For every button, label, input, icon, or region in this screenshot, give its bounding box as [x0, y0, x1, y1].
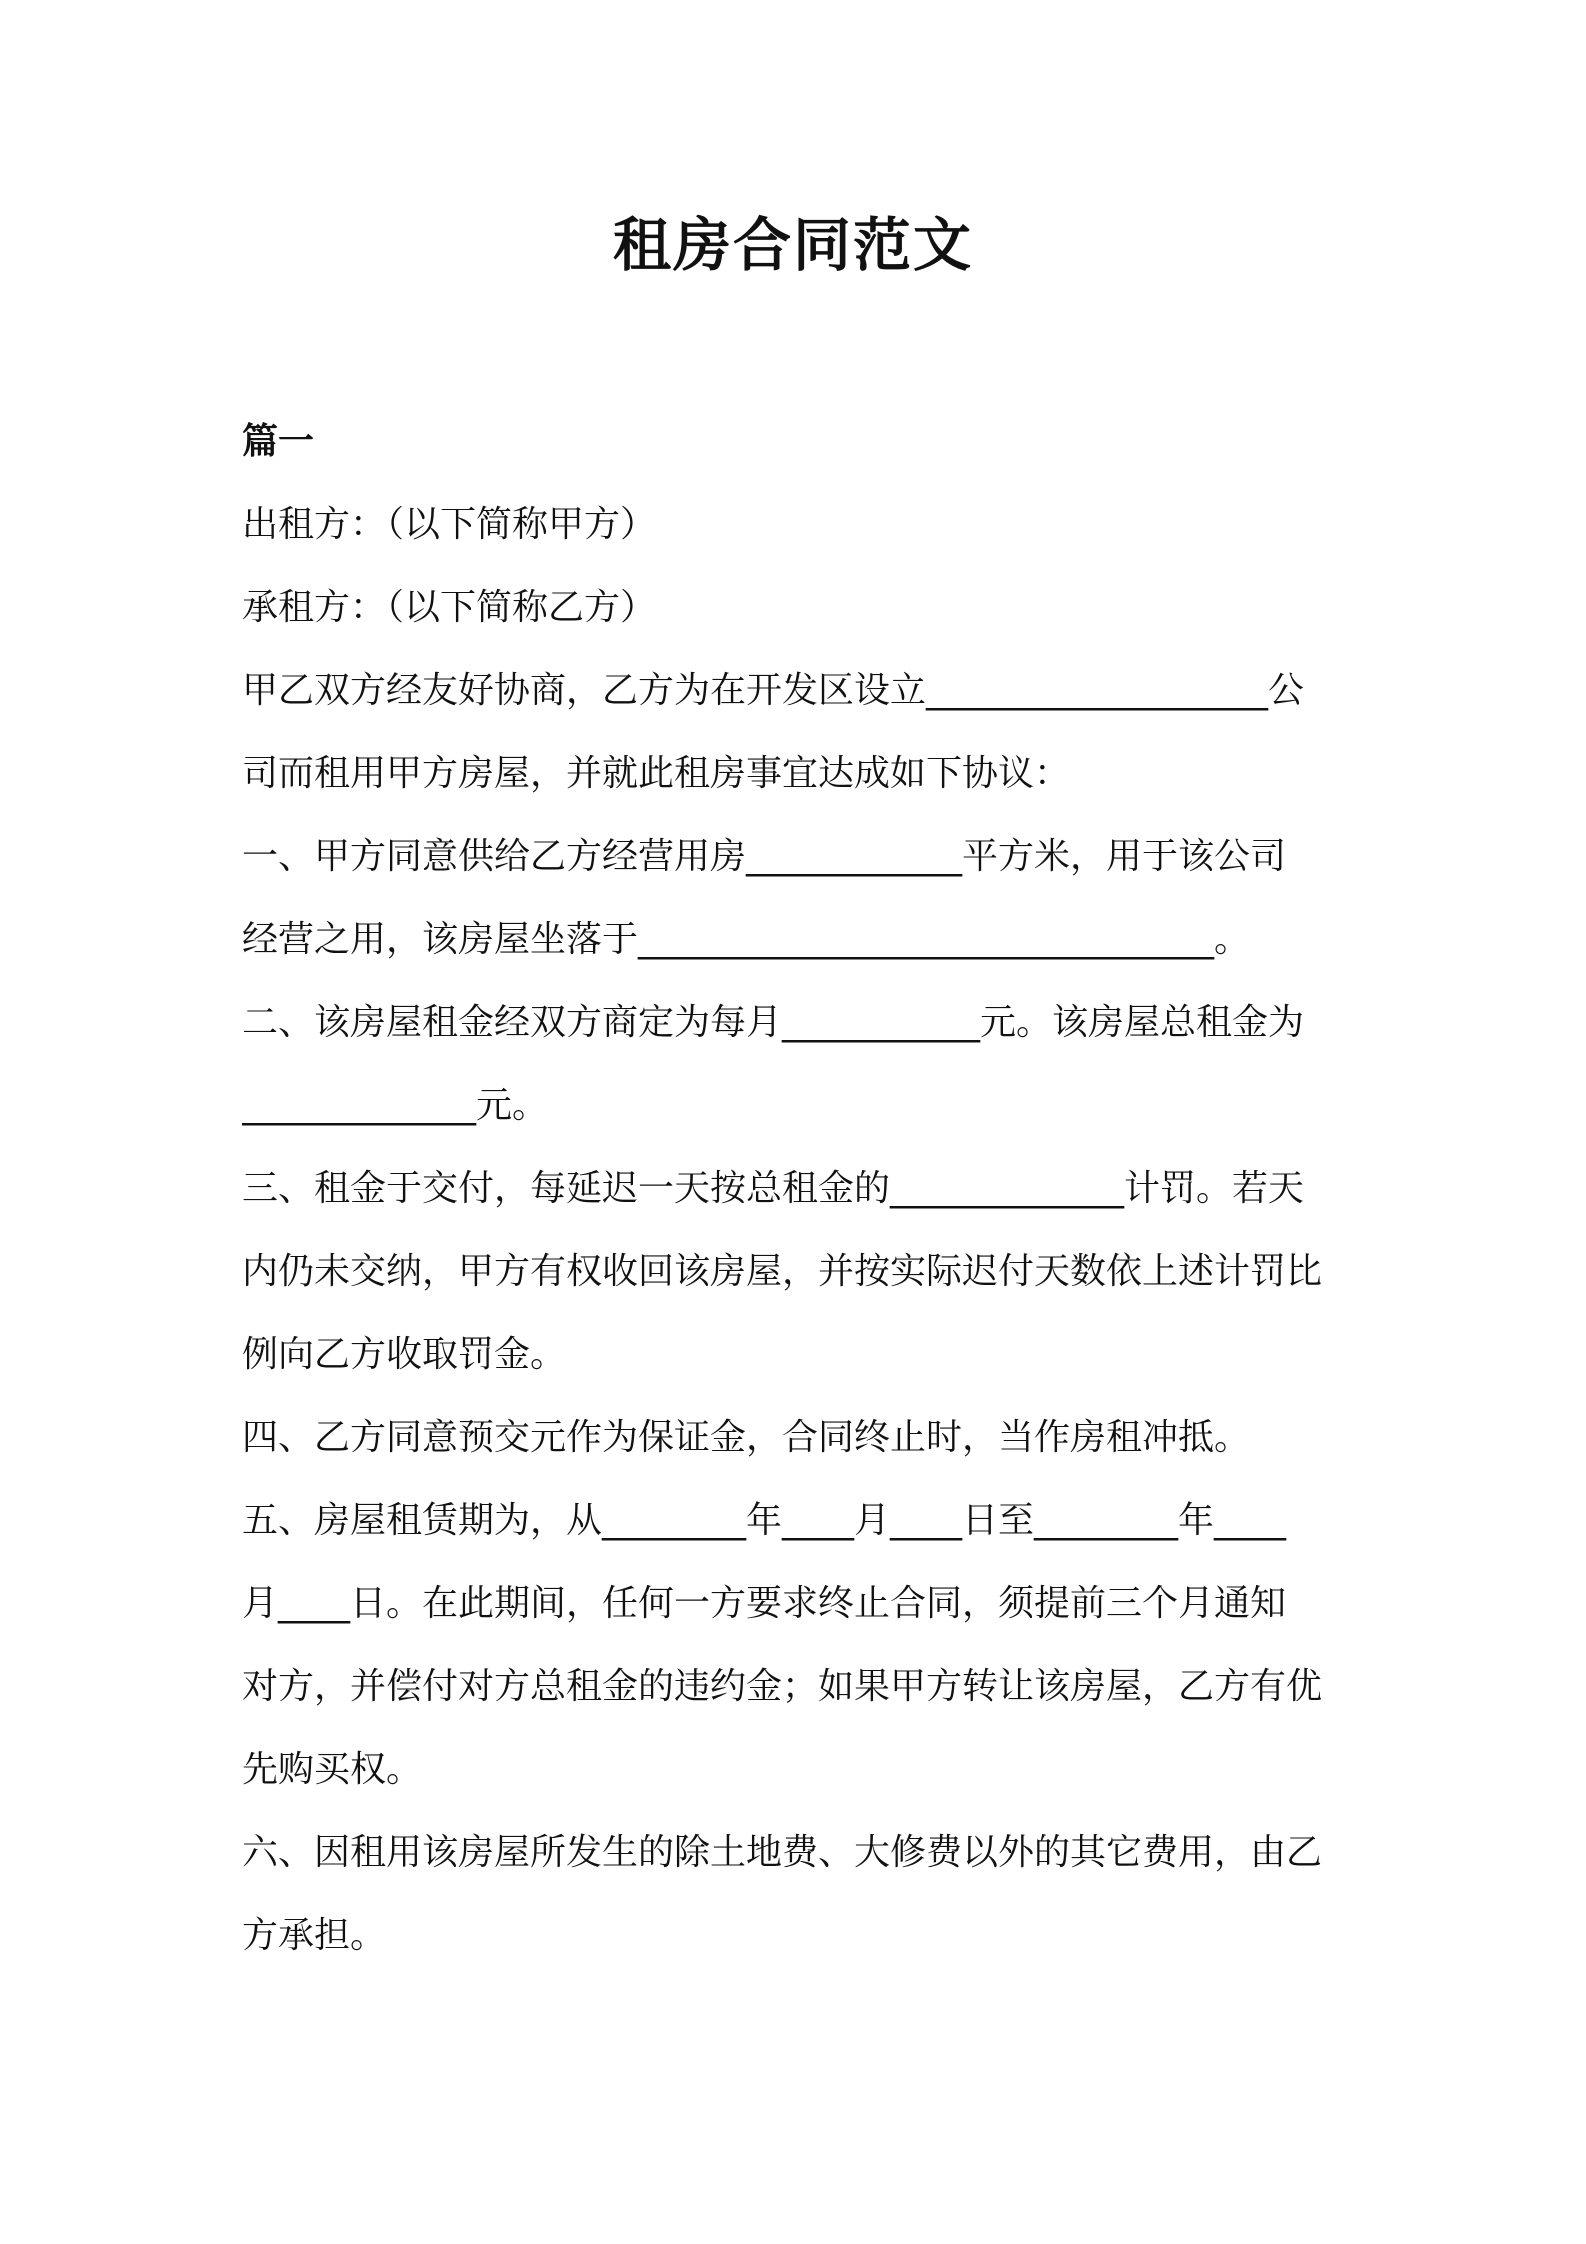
lessor-line: 出租方：（以下简称甲方） — [242, 504, 657, 545]
clause-2-line-2: _____________元。 — [242, 1085, 549, 1126]
clause-6-line-2: 方承担。 — [242, 1915, 387, 1956]
lessee-line: 承租方：（以下简称乙方） — [242, 587, 657, 628]
document-title: 租房合同范文 — [612, 211, 973, 279]
clause-2-line-1: 二、该房屋租金经双方商定为每月___________元。该房屋总租金为 — [242, 1002, 1305, 1043]
section-label: 篇一 — [242, 421, 315, 462]
clause-5-line-1: 五、房屋租赁期为，从________年____月____日至________年____ — [242, 1500, 1287, 1541]
clause-4-line-1: 四、乙方同意预交元作为保证金，合同终止时，当作房租冲抵。 — [242, 1417, 1251, 1458]
clause-6-line-1: 六、因租用该房屋所发生的除土地费、大修费以外的其它费用，由乙 — [242, 1832, 1323, 1873]
clause-3-line-1: 三、租金于交付，每延迟一天按总租金的_____________计罚。若天 — [242, 1168, 1305, 1209]
clause-5-line-3: 对方，并偿付对方总租金的违约金；如果甲方转让该房屋，乙方有优 — [242, 1666, 1323, 1707]
clause-3-line-3: 例向乙方收取罚金。 — [242, 1334, 567, 1375]
document-body — [242, 400, 1362, 1977]
clause-3-line-2: 内仍未交纳，甲方有权收回该房屋，并按实际迟付天数依上述计罚比 — [242, 1251, 1323, 1292]
clause-1-line-1: 一、甲方同意供给乙方经营用房____________平方米，用于该公司 — [242, 836, 1287, 877]
clause-5-line-4: 先购买权。 — [242, 1749, 423, 1790]
preamble-line-2: 司而租用甲方房屋，并就此租房事宜达成如下协议： — [242, 753, 1071, 794]
clause-5-line-2: 月____日。在此期间，任何一方要求终止合同，须提前三个月通知 — [242, 1583, 1287, 1624]
preamble-line-1: 甲乙双方经友好协商，乙方为在开发区设立___________________公 — [242, 670, 1305, 711]
clause-1-line-2: 经营之用，该房屋坐落于________________________________。 — [242, 919, 1251, 960]
